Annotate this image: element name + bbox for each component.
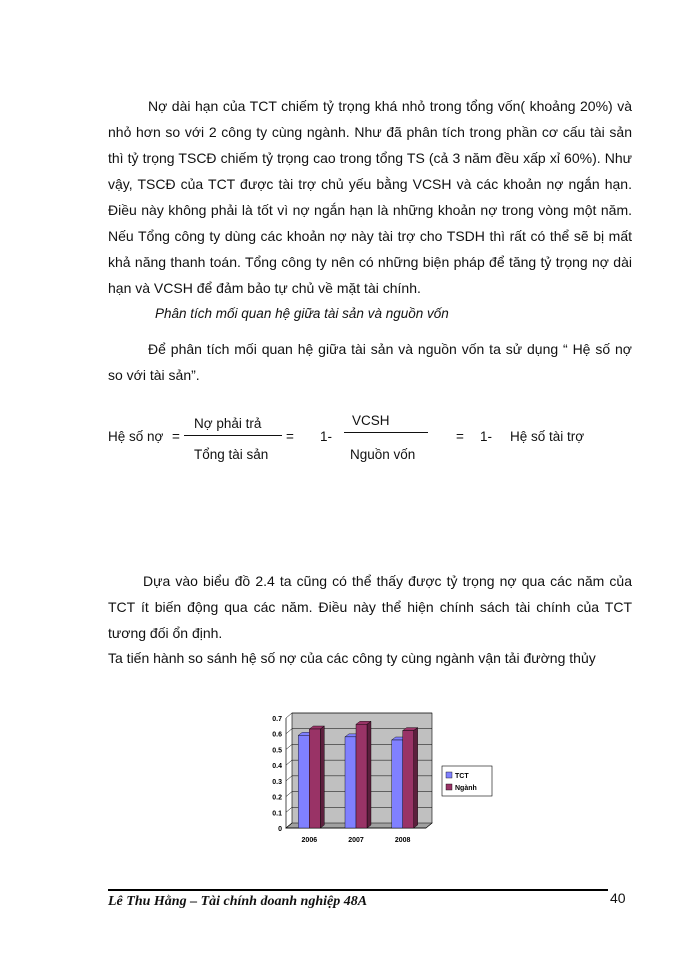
legend-label: Ngành — [455, 785, 477, 792]
gridline-depth — [286, 760, 292, 765]
bar-ngành — [403, 731, 414, 828]
y-tick-label: 0.3 — [272, 778, 282, 786]
paragraph-debt-ratio-intro: Để phân tích mối quan hệ giữa tài sản và nguồn vốn ta sử dụng “ Hệ số nợ so với tài sản”. — [108, 341, 632, 383]
x-tick-label: 2008 — [394, 837, 411, 844]
formula-denominator-1: Tổng tài sản — [194, 447, 269, 462]
legend-swatch — [446, 784, 452, 790]
y-tick-label: 0.6 — [272, 731, 282, 739]
formula-lhs: Hệ số nợ — [108, 429, 164, 444]
bar-side — [414, 728, 418, 828]
gridline-depth — [286, 713, 292, 718]
gridline-depth — [286, 807, 292, 812]
formula-one-minus-2: 1- — [480, 429, 493, 444]
fraction-bar-1 — [184, 435, 282, 436]
footer-author: Lê Thu Hằng – Tài chính doanh nghiệp 48A — [108, 894, 368, 909]
bar-tct — [392, 740, 403, 828]
legend-label: TCT — [455, 773, 469, 780]
formula-equals-3: = — [456, 429, 464, 444]
y-tick-label: 0.7 — [272, 716, 282, 723]
y-tick-label: 0.5 — [272, 747, 282, 755]
formula-equals-2: = — [286, 429, 294, 444]
debt-ratio-chart — [256, 710, 496, 850]
gridline-depth — [286, 729, 292, 734]
gridline-depth — [286, 776, 292, 781]
bar-ngành — [356, 724, 367, 828]
formula-equals-1: = — [172, 429, 180, 444]
paragraph-comparison: Ta tiến hành so sánh hệ số nợ của các công ty cùng ngành vận tải đường thủy — [108, 650, 596, 666]
legend-swatch — [446, 772, 452, 778]
bar-side — [320, 726, 324, 828]
y-tick-label: 0.4 — [272, 763, 282, 771]
bar-tct — [298, 735, 309, 828]
footer-rule — [108, 889, 608, 891]
x-tick-label: 2007 — [348, 837, 364, 844]
page-number: 40 — [610, 890, 626, 906]
formula-rhs: Hệ số tài trợ — [510, 429, 585, 444]
bar-ngành — [309, 729, 320, 828]
debt-ratio-formula — [108, 408, 628, 468]
formula-numerator-2: VCSH — [352, 413, 390, 428]
formula-one-minus-1: 1- — [320, 429, 333, 444]
y-tick-label: 0.1 — [272, 810, 282, 818]
y-tick-label: 0 — [278, 826, 282, 833]
gridline-depth — [286, 744, 292, 749]
x-tick-label: 2006 — [301, 837, 318, 844]
fraction-bar-2 — [344, 432, 428, 433]
formula-denominator-2: Nguồn vốn — [350, 447, 416, 462]
bar-tct — [345, 737, 356, 828]
paragraph-long-term-debt: Nợ dài hạn của TCT chiếm tỷ trọng khá nhỏ trong tổng vốn( khoảng 20%) và nhỏ hơn so với 2 công ty cùng ngành. Như đã phân tích trong phần cơ cấu tài sản thì tỷ trọng TSCĐ chiếm tỷ trọng cao trong tổng TS (cả 3 năm đều xấp xỉ 60%). Như vậy, TSCĐ của TCT được tài trợ chủ yếu bằng VCSH và các khoản nợ ngắn hạn. Điều này không phải là tốt vì nợ ngắn hạn là những khoản nợ trong vòng một năm. Nếu Tổng công ty dùng các khoản nợ này tài trợ cho TSDH thì rất có thể sẽ bị mất khả năng thanh toán. Tổng công ty nên có những biện pháp để tăng tỷ trọng nợ dài hạn và VCSH để đảm bảo tự chủ về mặt tài chính. — [108, 98, 632, 296]
gridline-depth — [286, 792, 292, 797]
section-heading: Phân tích mối quan hệ giữa tài sản và nguồn vốn — [155, 306, 449, 321]
bar-side — [367, 721, 371, 828]
y-tick-label: 0.2 — [272, 794, 282, 802]
paragraph-chart-reference: Dựa vào biểu đồ 2.4 ta cũng có thể thấy được tỷ trọng nợ qua các năm của TCT ít biến động qua các năm. Điều này thể hiện chính sách tài chính của TCT tương đối ổn định. — [108, 573, 632, 641]
formula-numerator-1: Nợ phải trả — [194, 416, 262, 431]
